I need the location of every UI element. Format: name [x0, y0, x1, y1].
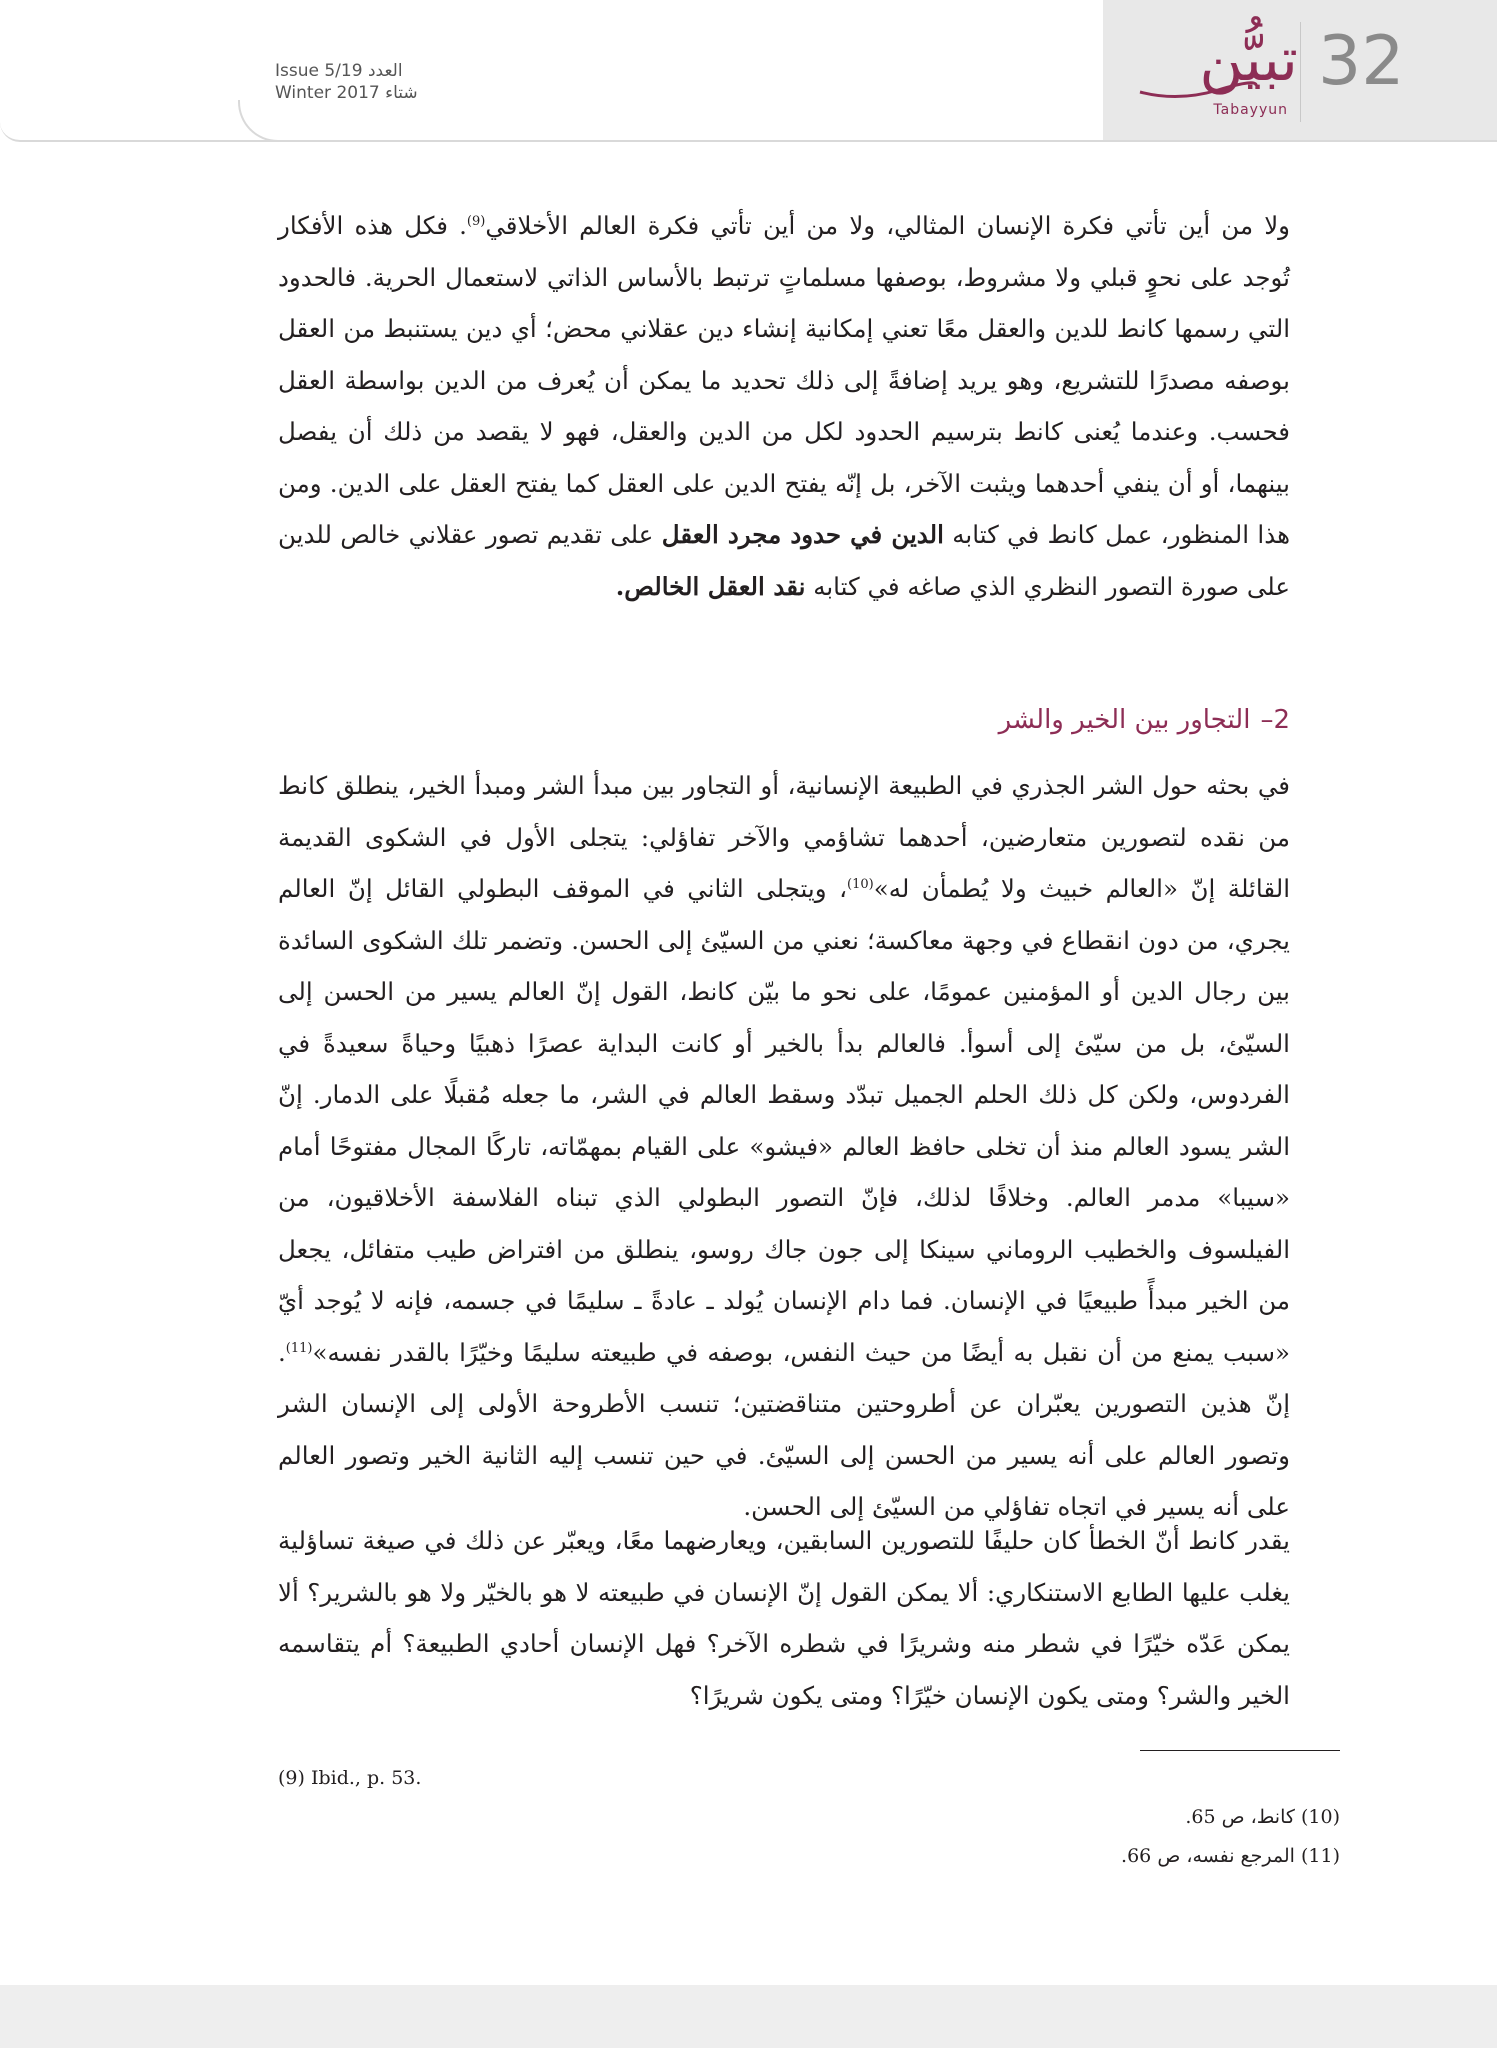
- logo-latin: Tabayyun: [1213, 102, 1288, 118]
- footnote-9: (9) Ibid., p. 53.: [278, 1767, 422, 1789]
- p1-text-1: ولا من أين تأتي فكرة الإنسان المثالي، ولا من أين تأتي فكرة العالم الأخلاقي: [485, 211, 1291, 240]
- journal-logo: [1128, 25, 1298, 130]
- issue-label-en: Issue 5/19: [275, 61, 363, 81]
- season-ar: شتاء: [385, 83, 418, 104]
- p3-text: يقدر كانط أنّ الخطأ كان حليفًا للتصورين السابقين، ويعارضهما معًا، ويعبّر عن ذلك في صيغة تساؤلية يغلب عليها الطابع الاستنكاري: ألا يمكن القول إنّ الإنسان في طبيعته لا هو بالخيّر ولا هو بالشرير؟ ألا يمكن عَدّه خيّرًا في شطر منه وشريرًا في شطره الآخر؟ فهل الإنسان أحادي الطبيعة؟ أم يتقاسمه الخير والشر؟ ومتى يكون الإنسان خيّرًا؟ ومتى يكون شريرًا؟: [278, 1526, 1290, 1710]
- footnote-ref-11: (11): [285, 1340, 313, 1356]
- footnote-11: (11) المرجع نفسه، ص 66.: [1121, 1845, 1340, 1867]
- p1-text-3: على تقديم تصور عقلاني خالص للدين على صورة التصور النظري الذي صاغه في كتابه: [278, 520, 1290, 601]
- footnote-ref-10: (10): [847, 876, 874, 892]
- p2-text-1: في بحثه حول الشر الجذري في الطبيعة الإنسانية، أو التجاور بين مبدأ الشر ومبدأ الخير، ينطلق كانط من نقده لتصورين متعارضين، أحدهما تشاؤمي والآخر تفاؤلي: يتجلى الأول في الشكوى القديمة القائلة إنّ «العالم خبيث ولا يُطمأن له»: [278, 771, 1290, 903]
- paragraph-1: [278, 200, 1290, 612]
- p1-text-4: .: [615, 571, 625, 601]
- book-title-religion: الدين في حدود مجرد العقل: [661, 520, 944, 549]
- paragraph-2: [278, 760, 1290, 1533]
- page-bottom-band: [0, 1985, 1497, 2048]
- paragraph-3: [278, 1515, 1290, 1721]
- footnote-rule: [1140, 1750, 1340, 1751]
- logo-arabic: تبيُّن: [1199, 25, 1298, 95]
- p2-text-2: ، ويتجلى الثاني في الموقف البطولي القائل إنّ العالم يجري، من دون انقطاع في وجهة معاكسة؛ نعني من السيّئ إلى الحسن. وتضمر تلك الشكوى السائدة بين رجال الدين أو المؤمنين عمومًا، على نحو ما بيّن كانط، القول إنّ العالم يسير من الحسن إلى السيّئ، بل من سيّئ إلى أسوأ. فالعالم بدأ بالخير أو كانت البداية عصرًا ذهبيًا وحياةً سعيدةً في الفردوس، ولكن كل ذلك الحلم الجميل تبدّد وسقط العالم في الشر، ما جعله مُقبلًا على الدمار. إنّ الشر يسود العالم منذ أن تخلى حافظ العالم «فيشو» على القيام بمهمّاته، تاركًا المجال مفتوحًا أمام «سيبا» مدمر العالم. وخلافًا لذلك، فإنّ التصور البطولي الذي تبناه الفلاسفة الأخلاقيون، من الفيلسوف والخطيب الروماني سينكا إلى جون جاك روسو، ينطلق من افتراض طيب متفائل، يجعل من الخير مبدأً طبيعيًا في الإنسان. فما دام الإنسان يُولد ـ عادةً ـ سليمًا في جسمه، فإنه لا يُوجد أيّ «سبب يمنع من أن نقبل به أيضًا من حيث النفس، بوصفه في طبيعته سليمًا وخيّرًا بالقدر نفسه»: [278, 874, 1290, 1367]
- p1-text-2: . فكل هذه الأفكار تُوجد على نحوٍ قبلي ولا مشروط، بوصفها مسلماتٍ ترتبط بالأساس الذاتي لاستعمال الحرية. فالحدود التي رسمها كانط للدين والعقل معًا تعني إمكانية إنشاء دين عقلاني محض؛ أي دين يستنبط من العقل بوصفه مصدرًا للتشريع، وهو يريد إضافةً إلى ذلك تحديد ما يمكن أن يُعرف من الدين بواسطة العقل فحسب. وعندما يُعنى كانط بترسيم الحدود لكل من الدين والعقل، فهو لا يقصد من ذلك أن يفصل بينهما، أو أن ينفي أحدهما ويثبت الآخر، بل إنّه يفتح الدين على العقل كما يفتح العقل على الدين. ومن هذا المنظور، عمل كانط في كتابه: [278, 211, 1290, 549]
- p2-text-3: . إنّ هذين التصورين يعبّران عن أطروحتين متناقضتين؛ تنسب الأطروحة الأولى إلى الإنسان الشر وتصور العالم على أنه يسير من الحسن إلى السيّئ. في حين تنسب إليه الثانية الخير وتصور العالم على أنه يسير في اتجاه تفاؤلي من السيّئ إلى الحسن.: [278, 1337, 1290, 1521]
- book-title-critique: نقد العقل الخالص: [624, 571, 806, 601]
- header-divider: [1300, 22, 1301, 122]
- footnote-10: (10) كانط، ص 65.: [1185, 1806, 1340, 1828]
- page-number: 32: [1318, 22, 1405, 101]
- section-number: 2–: [1260, 705, 1290, 735]
- section-heading: [278, 700, 1290, 740]
- section-title: التجاور بين الخير والشر: [998, 705, 1251, 735]
- season-en: Winter 2017: [275, 83, 380, 104]
- footnote-ref-9: (9): [466, 213, 486, 229]
- issue-label-ar: العدد: [367, 61, 403, 81]
- issue-info: [275, 60, 418, 104]
